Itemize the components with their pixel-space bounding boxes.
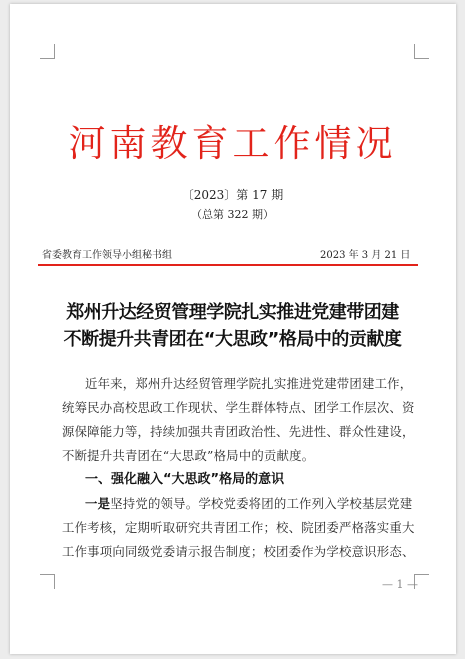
crop-mark-top-left xyxy=(40,44,55,59)
paragraph-1-line: 统筹民办高校思政工作现状、学生群体特点、团学工作层次、资 xyxy=(62,400,415,415)
section-heading-1: 一、强化融入“大思政”格局的意识 xyxy=(85,472,285,487)
article-title-line-2: 不断提升共青团在“大思政”格局中的贡献度 xyxy=(63,329,402,350)
paragraph-2-line: 工作考核，定期听取研究共青团工作；校、院团委严格落实重大 xyxy=(62,520,415,535)
issuer: 省委教育工作领导小组秘书组 xyxy=(42,250,172,261)
paragraph-2-first-line xyxy=(85,494,412,512)
paragraph-1-line: 不断提升共青团在“大思政”格局中的贡献度。 xyxy=(62,448,315,463)
issue-number: 〔2023〕第 17 期 xyxy=(181,188,284,202)
issue-date: 2023 年 3 月 21 日 xyxy=(320,250,411,261)
paragraph-2-line: 工作事项向同级党委请示报告制度；校团委作为学校意识形态、 xyxy=(62,544,415,559)
paragraph-1-line: 近年来，郑州升达经贸管理学院扎实推进党建带团建工作， xyxy=(85,376,413,391)
paragraph-2-lead: 一是 xyxy=(85,496,111,511)
page-number: — 1 — xyxy=(382,578,418,591)
paragraph-2-first-rest: 坚持党的领导。学校党委将团的工作列入学校基层党建 xyxy=(110,496,413,511)
crop-mark-bottom-left xyxy=(40,574,55,589)
masthead-title: 河南教育工作情况 xyxy=(68,122,397,165)
crop-mark-top-right xyxy=(414,44,429,59)
article-title-line-1: 郑州升达经贸管理学院扎实推进党建带团建 xyxy=(66,302,399,323)
paragraph-1-line: 源保障能力等，持续加强共青团政治性、先进性、群众性建设， xyxy=(62,424,415,439)
total-issue-number: （总第 322 期） xyxy=(191,208,274,221)
red-divider xyxy=(38,264,418,266)
